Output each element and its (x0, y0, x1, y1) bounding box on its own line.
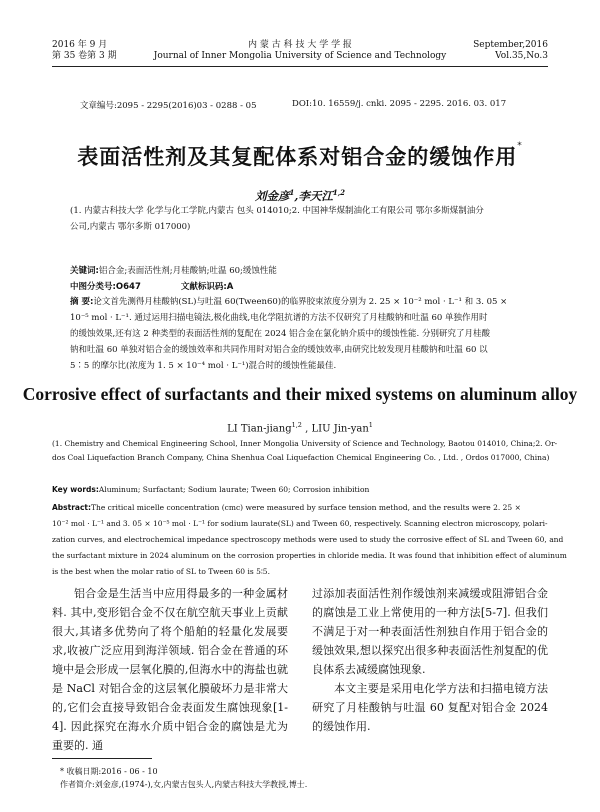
author-1-cn: 刘金彦 (254, 189, 290, 203)
body-right-column (312, 584, 548, 736)
abstract-en-line: 10⁻² mol · L⁻¹ and 3. 05 × 10⁻⁵ mol · L⁻¹ for sodium laurate(SL) and Tween 60, respectively. Scanning electron microscopy, polari- (52, 519, 548, 528)
footnote-received: * 收稿日期:2016 - 06 - 10 (60, 767, 158, 776)
keywords-en-text: Aluminum; Surfactant; Sodium laurate; Tween 60; Corrosion inhibition (98, 485, 370, 494)
header-rule (52, 66, 548, 67)
affiliation-en-line: (1. Chemistry and Chemical Engineering School, Inner Mongolia University of Science and Technology, Baotou 014010, China;2. Or- (52, 439, 558, 448)
authors-cn (0, 188, 600, 204)
header-date: 2016 年 9 月 (52, 40, 108, 50)
author-1-en-affil: 1,2 (291, 421, 302, 429)
header-date-en: September,2016 (473, 40, 548, 50)
author-en-sep: , (301, 423, 312, 435)
header-volume-en: Vol.35,No.3 (495, 51, 548, 61)
title-cn: 表面活性剂及其复配体系对铝合金的缓蚀作用 (77, 145, 518, 169)
article-number: 文章编号:2095 - 2295(2016)03 - 0288 - 05 (80, 101, 257, 111)
title-footnote-mark: * (517, 141, 523, 151)
abstract-en-line: zation curves, and electrochemical impedance spectroscopy methods were used to study the corrosive effect of SL and Tween 60, and (52, 535, 564, 544)
affiliation-en (52, 437, 558, 465)
abstract-cn-line: 10⁻⁵ mol · L⁻¹. 通过运用扫描电镜法,极化曲线,电化学阻抗谱的方法不仅研究了月桂酸钠和吐温 60 单独作用时 (70, 313, 488, 323)
title-cn-block (0, 141, 600, 171)
footnote-author-bio: 作者简介:刘金彦,(1974-),女,内蒙古包头人,内蒙古科技大学教授,博士. (60, 780, 308, 789)
abstract-cn-line: 5∶5 的摩尔比(浓度为 1. 5 × 10⁻⁴ mol · L⁻¹)混合时的缓蚀性能最佳. (70, 361, 337, 371)
affiliation-cn-line: 公司,内蒙古 鄂尔多斯 017000) (70, 222, 191, 232)
abstract-en-label: Abstract: (52, 503, 92, 512)
header-volume: 第 35 卷第 3 期 (52, 51, 117, 61)
abstract-en-line: is the best when the molar ratio of SL to Tween 60 is 5∶5. (52, 567, 270, 576)
keywords-en (52, 485, 369, 494)
body-right-paragraph-2: 本文主要是采用电化学方法和扫描电镜方法研究了月桂酸钠与吐温 60 复配对铝合金 2024 的缓蚀作用. (312, 682, 548, 733)
abstract-en (52, 500, 567, 580)
keywords-cn-label: 关键词: (70, 266, 99, 276)
document-code: 文献标识码:A (180, 282, 234, 292)
abstract-cn-line: 论文首先测得月桂酸钠(SL)与吐温 60(Tween60)的临界胶束浓度分别为 2. 25 × 10⁻² mol · L⁻¹ 和 3. 05 × (93, 297, 508, 307)
body-right-paragraph-1: 过添加表面活性剂作缓蚀剂来减缓或阻滞铝合金的腐蚀是工业上常使用的一种方法[5-7]. 但我们不满足于对一种表面活性剂独自作用于铝合金的缓蚀效果,想以探究出很多种表面活性剂复配的优良体系去减缓腐蚀现象. (312, 587, 548, 676)
body-left-column: 铝合金是生活当中应用得最多的一种金属材料. 其中,变形铝合金不仅在航空航天事业上贡献很大,其诸多优势向了将个船舶的轻量化发展要求,收被广泛应用到海洋领域. 铝合金在普通的环境中是会形成一层氧化膜的,但海水中的海盐也就是 NaCl 对铝合金的这层氧化膜破坏力是非常大的,它们会直接导致铝合金表面发生腐蚀现象[1-4]. 因此探究在海水介质中铝合金的腐蚀是尤为重要的. 通 (52, 587, 288, 752)
author-2-cn: 李天江 (298, 189, 333, 203)
clc-number: 中图分类号:O647 (70, 282, 141, 292)
affiliation-cn (70, 203, 540, 235)
abstract-en-line: The critical micelle concentration (cmc) were measured by surface tension method, and the results were 2. 25 × (91, 503, 521, 512)
doi: DOI:10. 16559/j. cnki. 2095 - 2295. 2016. 03. 017 (292, 99, 507, 109)
journal-name-en: Journal of Inner Mongolia University of Science and Technology (153, 51, 447, 61)
abstract-cn-line: 的缓蚀效果,还有这 2 种类型的表面活性剂的复配在 2024 铝合金在氯化钠介质中的缓蚀性能. 分别研究了月桂酸 (70, 329, 490, 339)
keywords-cn-text: 铝合金;表面活性剂;月桂酸钠;吐温 60;缓蚀性能 (98, 266, 277, 276)
affiliation-cn-line: (1. 内蒙古科技大学 化学与化工学院,内蒙古 包头 014010;2. 中国神华煤制油化工有限公司 鄂尔多斯煤制油分 (70, 206, 484, 216)
abstract-cn-label: 摘 要: (70, 297, 94, 307)
author-2-en-affil: 1 (368, 421, 373, 429)
author-sep: , (294, 189, 299, 203)
journal-name-cn: 内 蒙 古 科 技 大 学 学 报 (248, 40, 352, 50)
abstract-en-line: the surfactant mixture in 2024 aluminum on the corrosion properties in chloride media. It was found that inhibition effect of aluminum (52, 551, 567, 560)
keywords-en-label: Key words: (52, 485, 99, 494)
author-2-en: LIU Jin-yan (311, 423, 369, 435)
title-en: Corrosive effect of surfactants and their mixed systems on aluminum alloy (22, 384, 578, 404)
author-1-affil: 1 (289, 188, 295, 198)
footnote (60, 765, 307, 791)
classification (70, 279, 233, 295)
footnote-rule (52, 758, 152, 759)
keywords-cn (70, 263, 277, 279)
abstract-cn (70, 294, 540, 374)
affiliation-en-line: dos Coal Liquefaction Branch Company, China Shenhua Coal Liquefaction Chemical Engineering Co. , Ltd. , Ordos 017000, China) (52, 453, 550, 462)
authors-en (0, 421, 600, 434)
header-right (473, 40, 548, 62)
abstract-cn-line: 钠和吐温 60 单独对铝合金的缓蚀效率和共同作用时对铝合金的缓蚀效率,由研究比较发现月桂酸钠和吐温 60 以 (70, 345, 488, 355)
author-2-affil: 1,2 (332, 188, 346, 198)
author-1-en: LI Tian-jiang (227, 423, 292, 435)
